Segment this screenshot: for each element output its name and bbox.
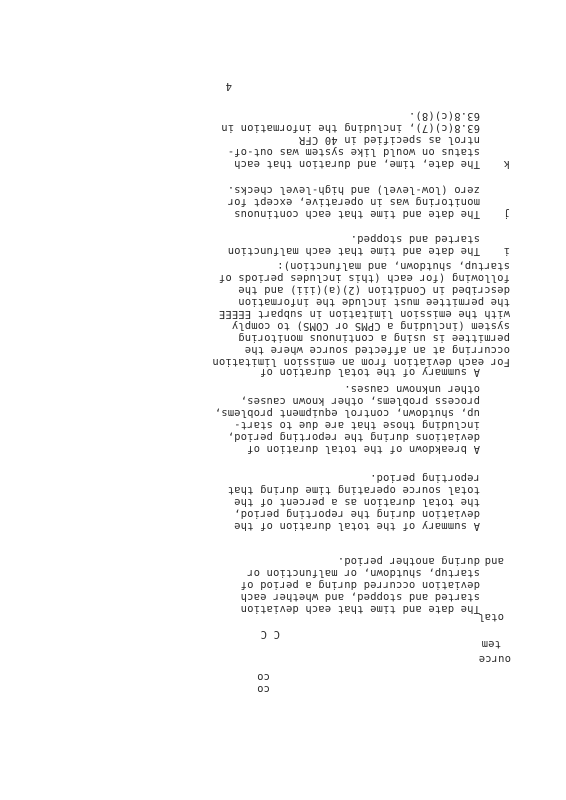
fragment-tem: tem bbox=[481, 638, 501, 650]
cms-para-line-9: startup, shutdown, and malfunction): bbox=[277, 260, 510, 272]
item-k-line-1: The date, time, and duration that each bbox=[234, 158, 480, 170]
item-k-line-5: 63.8(c)(8). bbox=[408, 110, 480, 122]
breakdown-line-1: A breakdown of the total duration of bbox=[247, 443, 480, 455]
cms-para-line-2: occurring at an affected source where the bbox=[244, 344, 510, 356]
item-i-line-2: started and stopped. bbox=[350, 233, 480, 245]
cms-para-line-3: permittee is using a continuous monitoring bbox=[238, 332, 510, 344]
deviation-time-line-1: The date and time that each deviation bbox=[240, 603, 480, 615]
fragment-ource: ource bbox=[478, 653, 511, 665]
summary-line-4: total source operating time during that bbox=[227, 484, 480, 496]
item-k-line-2: status on would like system was out-of- bbox=[227, 146, 480, 158]
item-j-line-2: monitoring was in operative, except for bbox=[227, 196, 480, 208]
summary-line-5: reporting period. bbox=[369, 472, 480, 484]
item-j-number: j bbox=[503, 208, 510, 220]
page-mark: 4 bbox=[225, 80, 232, 92]
deviation-time-line-2: started and stopped, and whether each bbox=[240, 591, 480, 603]
cms-para-line-7: described in Condition (2)(a)(iii) and the bbox=[238, 284, 510, 296]
item-j-line-1: The date and time that each continuous bbox=[234, 208, 480, 220]
breakdown-line-6: other unknown causes. bbox=[344, 383, 480, 395]
item-j-line-3: zero (low-level) and high-level checks. bbox=[227, 184, 480, 196]
word-and: and bbox=[484, 555, 504, 567]
breakdown-line-5: process problems, other known causes, bbox=[240, 395, 480, 407]
cms-para-line-1: For each deviation from an emission limitation bbox=[212, 356, 510, 368]
breakdown-line-2: deviations during the reporting period, bbox=[227, 431, 480, 443]
summary-line-1: A summary of the total duration of the bbox=[234, 520, 480, 532]
fragment-cc: C C bbox=[260, 628, 280, 640]
breakdown-line-4: up, shutdown, control equipment problems, bbox=[214, 407, 480, 419]
deviation-time-line-5: during another period. bbox=[337, 555, 480, 567]
summary-line-3: the total duration as a percent of the bbox=[234, 496, 480, 508]
fragment-otal: otal bbox=[478, 611, 504, 623]
deviation-time-line-4: startup, shutdown, or malfunction or bbox=[247, 567, 480, 579]
cms-para-line-5: with the emission limitation in subpart EEEEE bbox=[218, 308, 510, 320]
breakdown-line-3: including those that are due to start- bbox=[234, 419, 480, 431]
item-k-line-3: ntrol as specified in 40 CFR bbox=[298, 134, 480, 146]
cms-para-line-4: system (including a CPMS or COMS) to comply bbox=[231, 320, 510, 332]
summary-line-2: deviation during the reporting period, bbox=[234, 508, 480, 520]
item-k-line-4: 63.8(c)(7), including the information in bbox=[221, 122, 480, 134]
item-i-number: i bbox=[503, 245, 510, 257]
summary-cut-line: A summary of the total duration of bbox=[259, 366, 480, 378]
item-k-number: k bbox=[503, 158, 510, 170]
cms-para-line-8: following (for each (this includes periods of bbox=[218, 272, 510, 284]
fragment-co-2: co bbox=[257, 671, 270, 683]
cms-para-line-6: the permittee must include the information bbox=[238, 296, 510, 308]
deviation-time-line-3: deviation occurred during a period of bbox=[240, 579, 480, 591]
item-i-line-1: The date and time that each malfunction bbox=[227, 245, 480, 257]
fragment-co-1: co bbox=[257, 683, 270, 695]
